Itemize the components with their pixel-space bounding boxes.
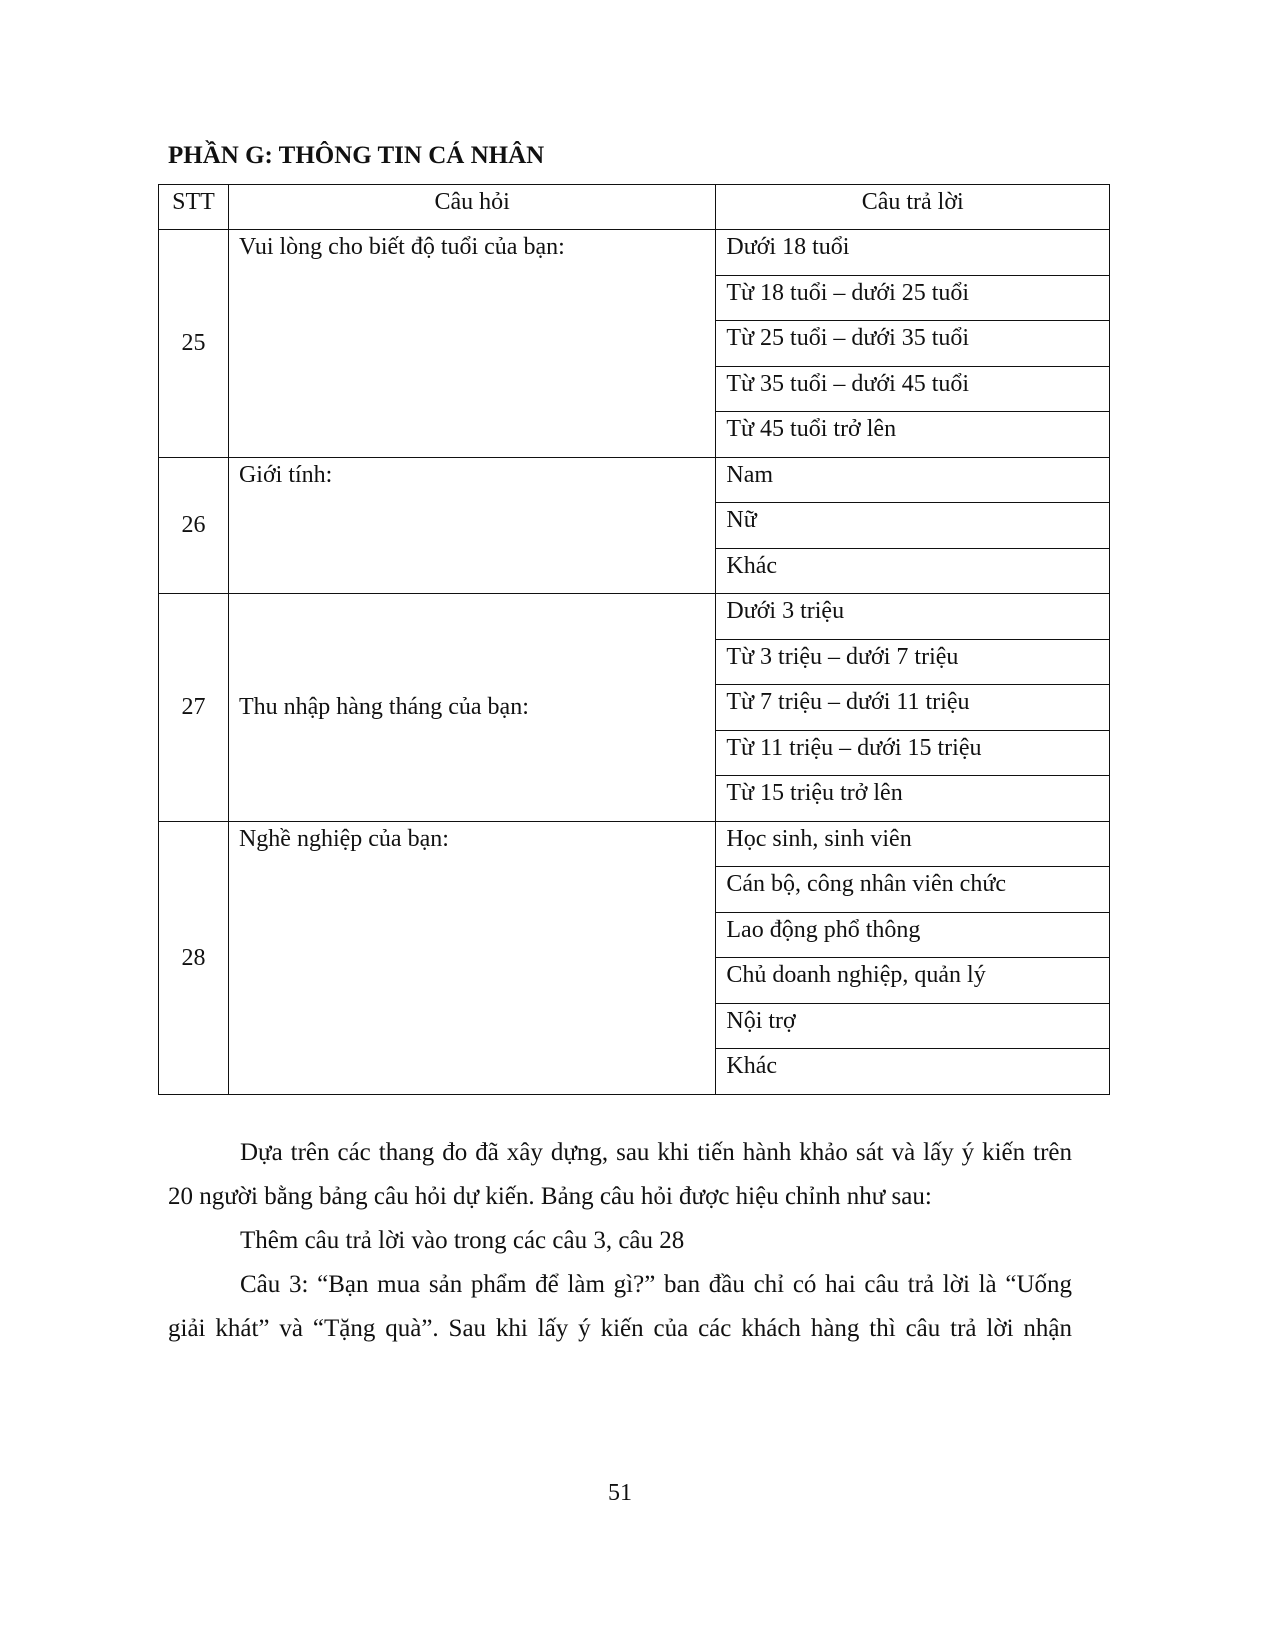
table-row (159, 457, 1110, 503)
body-paragraph-line: 20 người bằng bảng câu hỏi dự kiến. Bảng câu hỏi được hiệu chỉnh như sau: (168, 1183, 932, 1210)
page-number: 51 (608, 1480, 632, 1506)
answer-option: Từ 7 triệu – dưới 11 triệu (716, 685, 1110, 731)
answer-option: Từ 25 tuổi – dưới 35 tuổi (716, 321, 1110, 367)
answer-option: Từ 35 tuổi – dưới 45 tuổi (716, 366, 1110, 412)
answer-option: Nội trợ (716, 1003, 1110, 1049)
answer-option: Từ 11 triệu – dưới 15 triệu (716, 730, 1110, 776)
body-paragraph-line: Câu 3: “Bạn mua sản phẩm để làm gì?” ban đầu chỉ có hai câu trả lời là “Uống (240, 1271, 1072, 1298)
answer-option: Học sinh, sinh viên (716, 821, 1110, 867)
question-number: 28 (159, 821, 229, 1094)
body-paragraph-line: Dựa trên các thang đo đã xây dựng, sau khi tiến hành khảo sát và lấy ý kiến trên (240, 1139, 1072, 1166)
header-answer: Câu trả lời (716, 185, 1110, 230)
survey-table (158, 184, 1110, 1095)
answer-option: Từ 18 tuổi – dưới 25 tuổi (716, 275, 1110, 321)
table-header-row (159, 185, 1110, 230)
question-number: 25 (159, 230, 229, 458)
answer-option: Chủ doanh nghiệp, quản lý (716, 958, 1110, 1004)
header-question: Câu hỏi (228, 185, 715, 230)
question-number: 27 (159, 594, 229, 822)
question-text: Vui lòng cho biết độ tuổi của bạn: (228, 230, 715, 458)
answer-option: Khác (716, 548, 1110, 594)
question-text: Nghề nghiệp của bạn: (228, 821, 715, 1094)
header-stt: STT (159, 185, 229, 230)
answer-option: Dưới 18 tuổi (716, 230, 1110, 276)
answer-option: Cán bộ, công nhân viên chức (716, 867, 1110, 913)
answer-option: Từ 45 tuổi trở lên (716, 412, 1110, 458)
answer-option: Nam (716, 457, 1110, 503)
answer-option: Từ 15 triệu trở lên (716, 776, 1110, 822)
body-paragraph-line: giải khát” và “Tặng quà”. Sau khi lấy ý kiến của các khách hàng thì câu trả lời nhận (168, 1315, 1072, 1342)
answer-option: Khác (716, 1049, 1110, 1095)
table-row (159, 594, 1110, 640)
question-number: 26 (159, 457, 229, 594)
table-row (159, 821, 1110, 867)
answer-option: Lao động phổ thông (716, 912, 1110, 958)
table-row (159, 230, 1110, 276)
answer-option: Dưới 3 triệu (716, 594, 1110, 640)
answer-option: Nữ (716, 503, 1110, 549)
body-paragraph: Thêm câu trả lời vào trong các câu 3, câu 28 (240, 1227, 685, 1254)
question-text: Giới tính: (228, 457, 715, 594)
question-text: Thu nhập hàng tháng của bạn: (228, 594, 715, 822)
section-title: PHẦN G: THÔNG TIN CÁ NHÂN (168, 142, 545, 169)
answer-option: Từ 3 triệu – dưới 7 triệu (716, 639, 1110, 685)
